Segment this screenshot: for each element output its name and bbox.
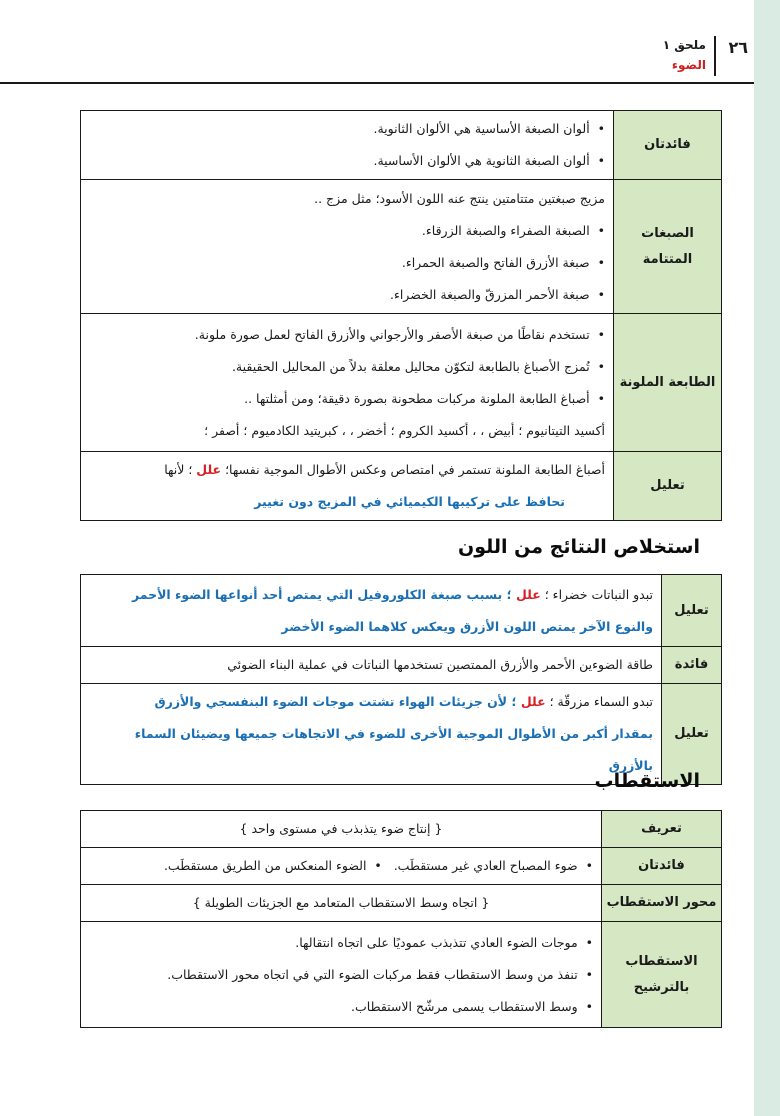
- list-item: • ضوء المصباح العادي غير مستقطَب.: [394, 858, 593, 873]
- table-polarization: [80, 810, 722, 1028]
- row-label: محور الاستقطاب: [602, 885, 722, 922]
- row-label: فائدتان: [614, 111, 722, 180]
- list-item: • الضوء المنعكس من الطريق مستقطَب.: [164, 858, 382, 873]
- answer-text: بمقدار أكبر من الأطوال الموجية الأخرى للضوء في الاتجاهات جميعها ويضيئان السماء بالأزرق: [134, 726, 653, 773]
- list-item: • صبغة الأزرق الفاتح والصبغة الحمراء.: [89, 247, 605, 279]
- page-number: ٢٦: [728, 38, 748, 57]
- list-item: أكسيد التيتانيوم ؛ أبيض ، ، أكسيد الكروم ؛ أخضر ، ، كبريتيد الكادميوم ؛ أصفر ؛: [204, 422, 605, 438]
- answer-text: ؛ بسبب صبغة الكلوروفيل التي يمتص أحد أنواعها الضوء الأحمر: [131, 586, 516, 602]
- table-row: [81, 314, 722, 452]
- topic-label: الضوء: [671, 58, 706, 72]
- table-row: [81, 180, 722, 314]
- list-item: مزيج صبغتين متتامتين ينتج عنه اللون الأسود؛ مثل مزج ..: [314, 190, 605, 206]
- table-color-pigments: [80, 110, 722, 521]
- list-item: • تُمزج الأصباغ بالطابعة لتكوّن محاليل معلقة بدلاً من المحاليل الحقيقية.: [89, 351, 605, 383]
- section-title-conclusions: استخلاص النتائج من اللون: [458, 536, 700, 558]
- row-label: الاستقطاب بالترشيح: [602, 922, 722, 1028]
- list-item: • أصباغ الطابعة الملونة مركبات مطحونة بصورة دقيقة؛ ومن أمثلتها ..: [89, 383, 605, 415]
- row-content: { إنتاج ضوء يتذبذب في مستوى واحد }: [81, 811, 602, 848]
- text-run: تبدو النباتات خضراء ؛: [540, 586, 653, 602]
- row-content: طاقة الضوءين الأحمر والأزرق الممتصين تستخدمها النباتات في عملية البناء الضوئي: [81, 647, 662, 684]
- row-content: [81, 684, 662, 785]
- row-label: تعليل: [614, 452, 722, 521]
- page-header: [0, 30, 754, 84]
- row-label: تعليل: [662, 575, 722, 647]
- answer-text: تحافظ على تركيبها الكيميائي في المزيج دون تغيير: [254, 494, 565, 509]
- text-run: أصباغ الطابعة الملونة تستمر في امتصاص وعكس الأطوال الموجية نفسها؛: [221, 462, 605, 477]
- reason-keyword: علل: [196, 462, 222, 477]
- list-item: • تستخدم نقاطًا من صبغة الأصفر والأرجواني والأزرق الفاتح لعمل صورة ملونة.: [89, 319, 605, 351]
- row-content: [81, 922, 602, 1028]
- row-label: فائدتان: [602, 848, 722, 885]
- table-row: [81, 811, 722, 848]
- text-run: تبدو السماء مزرقّة ؛: [545, 694, 653, 709]
- section-title-polarization: الاستقطاب: [594, 770, 700, 792]
- side-color-strip: [754, 0, 780, 1116]
- row-label: فائدة: [662, 647, 722, 684]
- row-label: تعليل: [662, 684, 722, 785]
- reason-keyword: علل: [515, 586, 541, 602]
- row-content: { اتجاه وسط الاستقطاب المتعامد مع الجزيئات الطويلة }: [81, 885, 602, 922]
- table-row: [81, 922, 722, 1028]
- list-item: • موجات الضوء العادي تتذبذب عموديًا على اتجاه انتقالها.: [89, 927, 593, 959]
- reason-keyword: علل: [520, 694, 546, 709]
- table-row: [81, 111, 722, 180]
- answer-text: والنوع الآخر يمتص اللون الأزرق ويعكس كلاهما الضوء الأخضر: [281, 618, 653, 634]
- row-content: [81, 111, 614, 180]
- table-row: [81, 452, 722, 521]
- list-item: • ألوان الصبغة الثانوية هي الألوان الأساسية.: [89, 145, 605, 177]
- row-content: [81, 575, 662, 647]
- row-label: الصبغات المتتامة: [614, 180, 722, 314]
- row-content: [81, 180, 614, 314]
- list-item: • صبغة الأحمر المزرقّ والصبغة الخضراء.: [89, 279, 605, 311]
- answer-text: ؛ لأن جزيئات الهواء تشتت موجات الضوء البنفسجي والأزرق: [154, 694, 521, 709]
- row-content: [81, 452, 614, 521]
- row-content: [81, 314, 614, 452]
- text-run: ؛ لأنها: [164, 462, 197, 477]
- table-row: [81, 885, 722, 922]
- row-label: تعريف: [602, 811, 722, 848]
- list-item: • وسط الاستقطاب يسمى مرشّح الاستقطاب.: [89, 991, 593, 1023]
- header-divider: [714, 36, 716, 76]
- row-content: [81, 848, 602, 885]
- table-row: [81, 848, 722, 885]
- table-row: [81, 647, 722, 684]
- list-item: • الصبغة الصفراء والصبغة الزرقاء.: [89, 215, 605, 247]
- table-conclusions: [80, 574, 722, 785]
- list-item: • تنفذ من وسط الاستقطاب فقط مركبات الضوء التي في اتجاه محور الاستقطاب.: [89, 959, 593, 991]
- annex-label: ملحق ١: [662, 38, 706, 52]
- row-label: الطابعة الملونة: [614, 314, 722, 452]
- table-row: [81, 575, 722, 647]
- list-item: • ألوان الصبغة الأساسية هي الألوان الثانوية.: [89, 113, 605, 145]
